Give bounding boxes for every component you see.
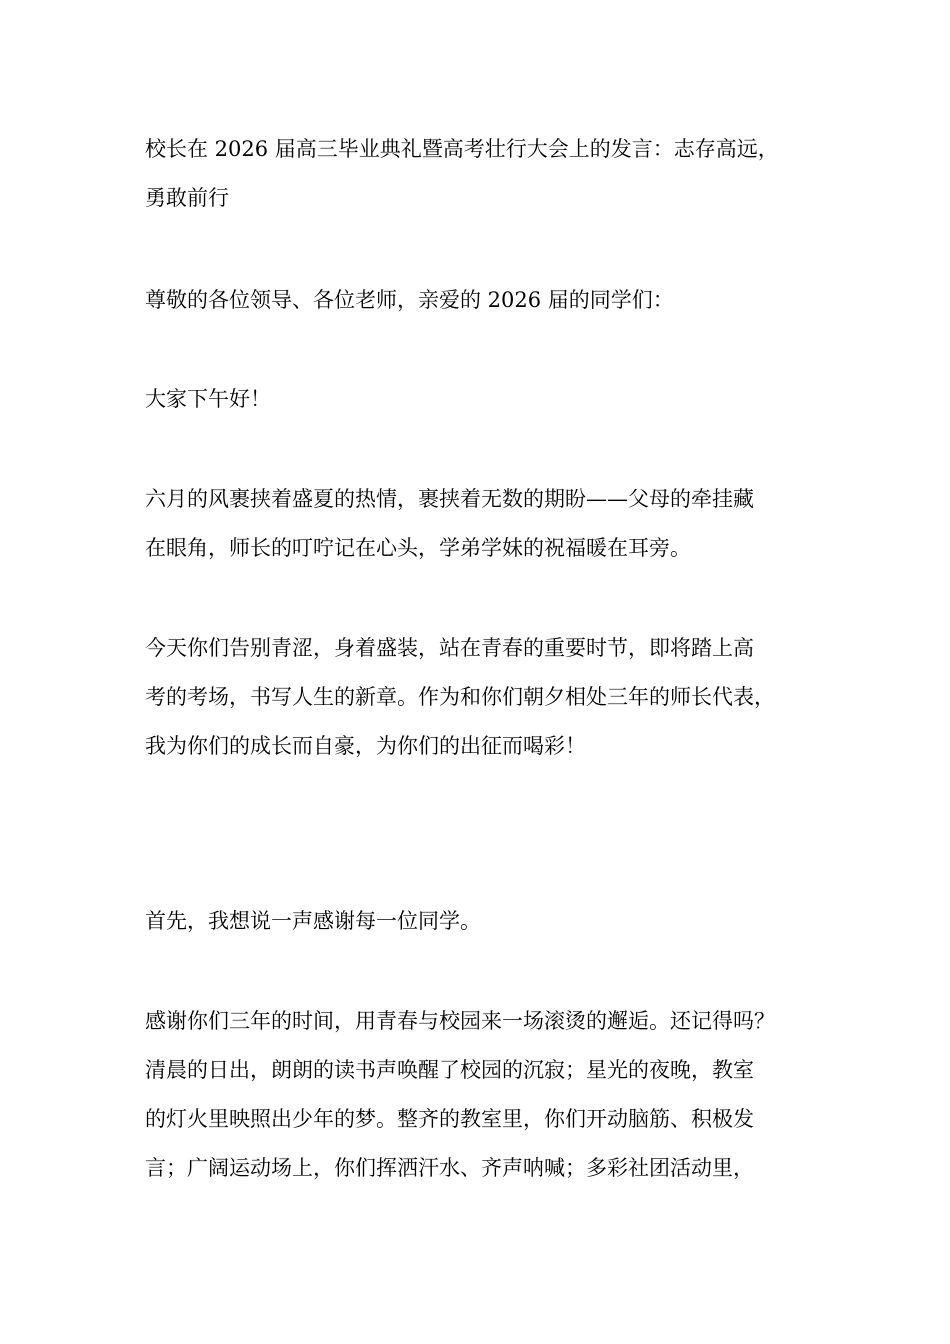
paragraph-4-line-4: 言；广阔运动场上，你们挥洒汗水、齐声呐喊；多彩社团活动里， bbox=[145, 1156, 754, 1180]
paragraph-2-line-1: 今天你们告别青涩，身着盛装，站在青春的重要时节，即将踏上高 bbox=[145, 636, 754, 660]
paragraph-2 bbox=[145, 624, 837, 771]
paragraph-4-line-1: 感谢你们三年的时间，用青春与校园来一场滚烫的邂逅。还记得吗？ bbox=[145, 1009, 775, 1033]
paragraph-2-line-2: 考的考场，书写人生的新章。作为和你们朝夕相处三年的师长代表， bbox=[145, 685, 775, 709]
paragraph-1-line-1: 六月的风裹挟着盛夏的热情，裹挟着无数的期盼——父母的牵挂藏 bbox=[145, 487, 754, 511]
greeting-line: 大家下午好！ bbox=[145, 387, 271, 411]
paragraph-4-line-2: 清晨的日出，朗朗的读书声唤醒了校园的沉寂；星光的夜晚，教室 bbox=[145, 1058, 754, 1082]
greeting bbox=[145, 375, 837, 424]
paragraph-4 bbox=[145, 997, 837, 1193]
paragraph-3-line-1: 首先，我想说一声感谢每一位同学。 bbox=[145, 909, 481, 933]
paragraph-3 bbox=[145, 897, 837, 946]
paragraph-2-line-3: 我为你们的成长而自豪，为你们的出征而喝彩！ bbox=[145, 734, 586, 758]
title-line-2: 勇敢前行 bbox=[145, 186, 229, 210]
paragraph-1 bbox=[145, 475, 837, 573]
title-line-1: 校长在 2026 届高三毕业典礼暨高考壮行大会上的发言：志存高远， bbox=[145, 137, 779, 161]
paragraph-1-line-2: 在眼角，师长的叮咛记在心头，学弟学妹的祝福暖在耳旁。 bbox=[145, 536, 691, 560]
salutation-line: 尊敬的各位领导、各位老师，亲爱的 2026 届的同学们： bbox=[145, 288, 674, 312]
salutation bbox=[145, 276, 837, 325]
paragraph-4-line-3: 的灯火里映照出少年的梦。整齐的教室里，你们开动脑筋、积极发 bbox=[145, 1107, 754, 1131]
document-title bbox=[145, 125, 837, 223]
